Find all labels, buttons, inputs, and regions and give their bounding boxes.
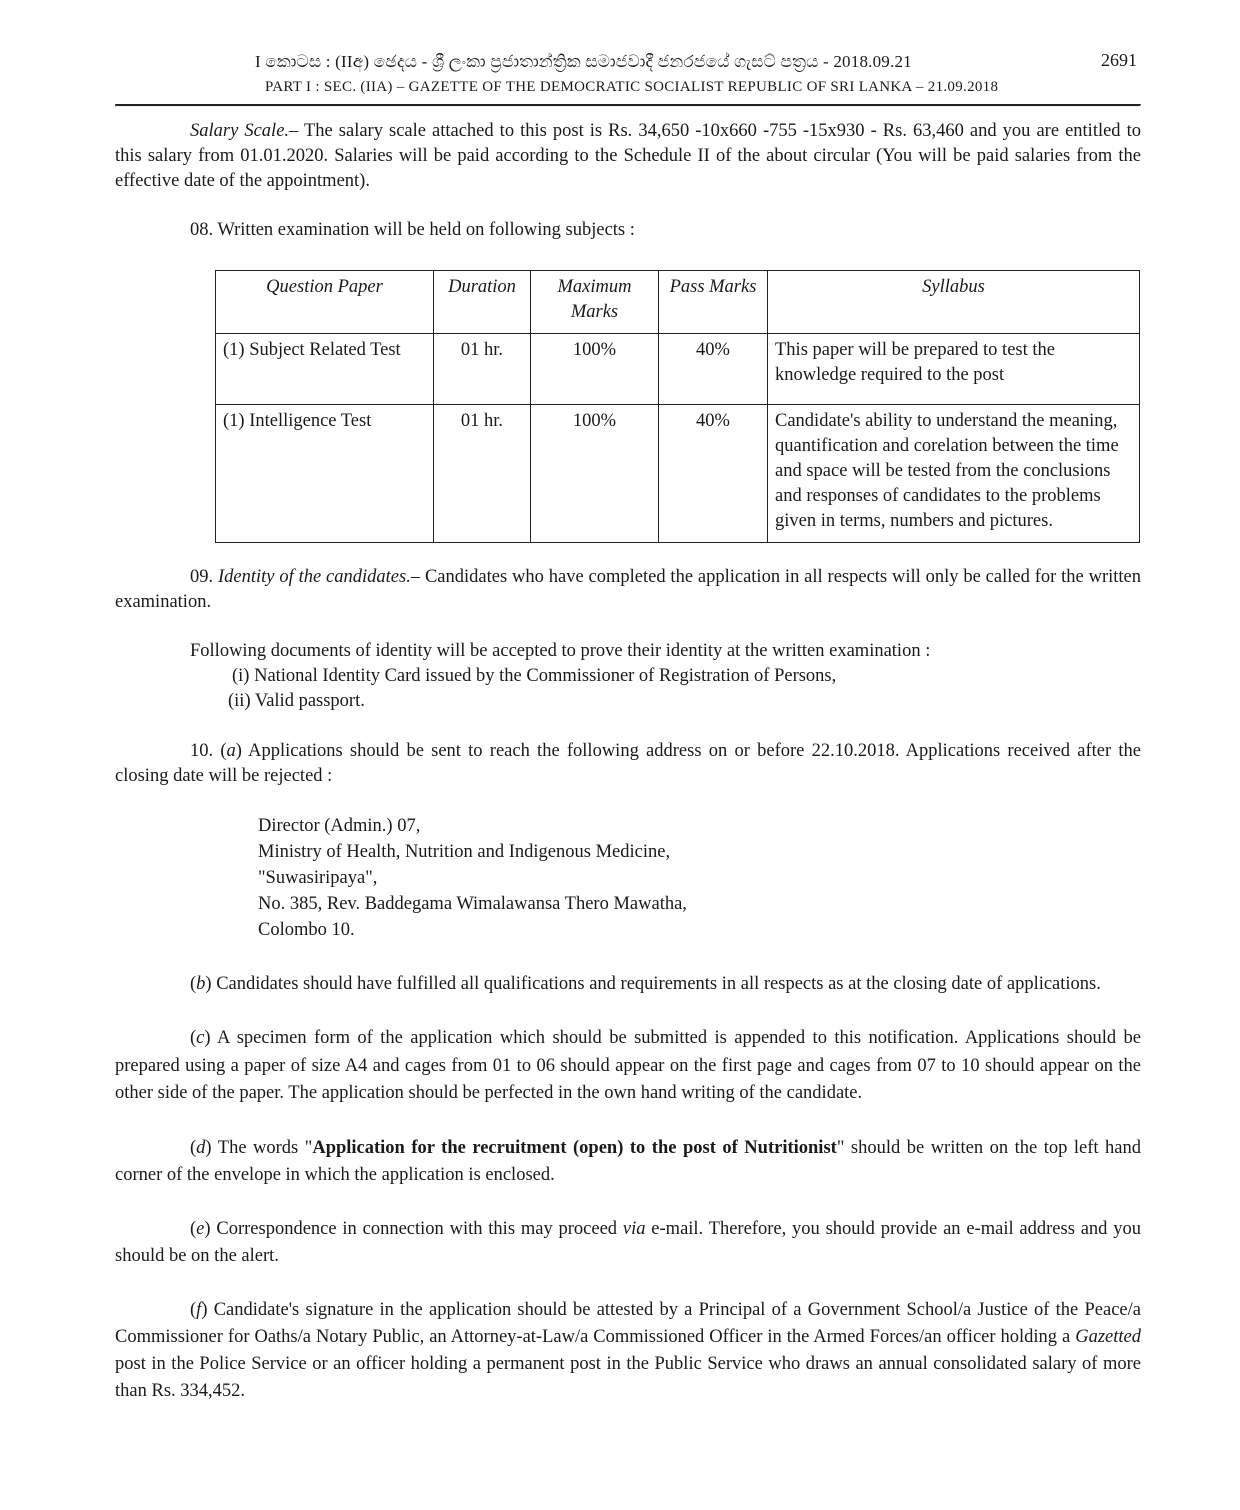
section-09-number: 09.	[190, 567, 214, 587]
col-duration: Duration	[434, 271, 531, 334]
address-line: Ministry of Health, Nutrition and Indigenous Medicine,	[258, 842, 671, 862]
list-item: (ii) Valid passport.	[228, 691, 365, 711]
section-09-text: – Candidates who have completed the application in all respects will only be called for the written examination.	[115, 567, 1141, 612]
col-pass-marks: Pass Marks	[659, 271, 768, 334]
section-09	[115, 565, 1141, 615]
identity-docs-list	[228, 664, 1141, 714]
address-line: Colombo 10.	[258, 920, 355, 940]
exam-table	[215, 270, 1140, 543]
gazette-page	[115, 40, 1141, 1405]
table-header-row	[216, 271, 1140, 334]
envelope-label-text: Application for the recruitment (open) to the post of Nutritionist	[312, 1137, 837, 1158]
col-question-paper: Question Paper	[216, 271, 434, 334]
address-line: No. 385, Rev. Baddegama Wimalawansa Thero Mawatha,	[258, 894, 687, 914]
cell-pass-marks: 40%	[659, 405, 768, 543]
table-row	[216, 334, 1140, 405]
salary-heading: Salary Scale.	[190, 121, 290, 141]
section-09-heading: Identity of the candidates.	[217, 567, 411, 587]
cell-syllabus: Candidate's ability to understand the meaning, quantification and corelation between the time and space will be tested from the conclusions and responses of candidates to the problems given in terms, numbers and pictures.	[768, 405, 1140, 543]
section-10b: (b) Candidates should have fulfilled all qualifications and requirements in all respects as at the closing date of applications.	[190, 974, 1101, 994]
section-10d: (d) The words "Application for the recruitment (open) to the post of Nutritionist" should be written on the top left hand corner of the envelope in which the application is enclosed.	[115, 1137, 1142, 1185]
col-maximum-marks: Maximum Marks	[531, 271, 659, 334]
section-08: 08. Written examination will be held on following subjects :	[190, 220, 635, 240]
address-line: "Suwasiripaya",	[258, 868, 378, 888]
table-row	[216, 405, 1140, 543]
list-item: (i) National Identity Card issued by the Commissioner of Registration of Persons,	[232, 666, 837, 686]
cell-maximum-marks: 100%	[531, 334, 659, 405]
cell-pass-marks: 40%	[659, 334, 768, 405]
section-10e: (e) Correspondence in connection with this may proceed via e-mail. Therefore, you should provide an e-mail address and you should be on the alert.	[115, 1218, 1141, 1266]
section-10a: 10. (a) Applications should be sent to reach the following address on or before 22.10.2018. Applications received after the closing date will be rejected :	[115, 741, 1141, 786]
cell-syllabus: This paper will be prepared to test the knowledge required to the post	[768, 334, 1140, 405]
address-line: Director (Admin.) 07,	[258, 816, 421, 836]
header-sinhala: I කොටස : (IIඅ) ඡෙදය - ශ්‍රී ලංකා ප්‍රජාතාන්ත්‍රික සමාජවාදී ජනරජයේ ගැසට් පත්‍රය - 2018.09.21	[255, 52, 912, 71]
section-10c: (c) A specimen form of the application which should be submitted is appended to this notification. Applications should be prepared using a paper of size A4 and cages from 01 to 06 should appear on the first page and cages from 07 to 10 should appear on the other side of the paper. The application should be perfected in the own hand writing of the candidate.	[115, 1028, 1141, 1103]
cell-duration: 01 hr.	[434, 334, 531, 405]
page-number: 2691	[1101, 50, 1137, 70]
identity-docs-intro: Following documents of identity will be accepted to prove their identity at the written examination :	[190, 641, 931, 661]
cell-duration: 01 hr.	[434, 405, 531, 543]
postal-address	[258, 813, 1141, 943]
cell-maximum-marks: 100%	[531, 405, 659, 543]
page-header	[115, 40, 1141, 104]
header-english: PART I : SEC. (IIA) – GAZETTE OF THE DEMOCRATIC SOCIALIST REPUBLIC OF SRI LANKA – 21.09.2018	[265, 79, 999, 95]
cell-question-paper: (1) Intelligence Test	[216, 405, 434, 543]
salary-scale-paragraph	[115, 119, 1141, 194]
cell-question-paper: (1) Subject Related Test	[216, 334, 434, 405]
salary-text: – The salary scale attached to this post is Rs. 34,650 -10x660 -755 -15x930 - Rs. 63,460 and you are entitled to this salary from 01.01.2020. Salaries will be paid according to the Schedule II of the about circular (You will be paid salaries from the effective date of the appointment).	[115, 121, 1141, 191]
section-10f: (f) Candidate's signature in the application should be attested by a Principal of a Government School/a Justice of the Peace/a Commissioner for Oaths/a Notary Public, an Attorney-at-Law/a Commissioned Officer in the Armed Forces/an officer holding a Gazetted post in the Police Service or an officer holding a permanent post in the Public Service who draws an annual consolidated salary of more than Rs. 334,452.	[115, 1299, 1141, 1401]
header-rule	[115, 104, 1141, 107]
col-syllabus: Syllabus	[768, 271, 1140, 334]
